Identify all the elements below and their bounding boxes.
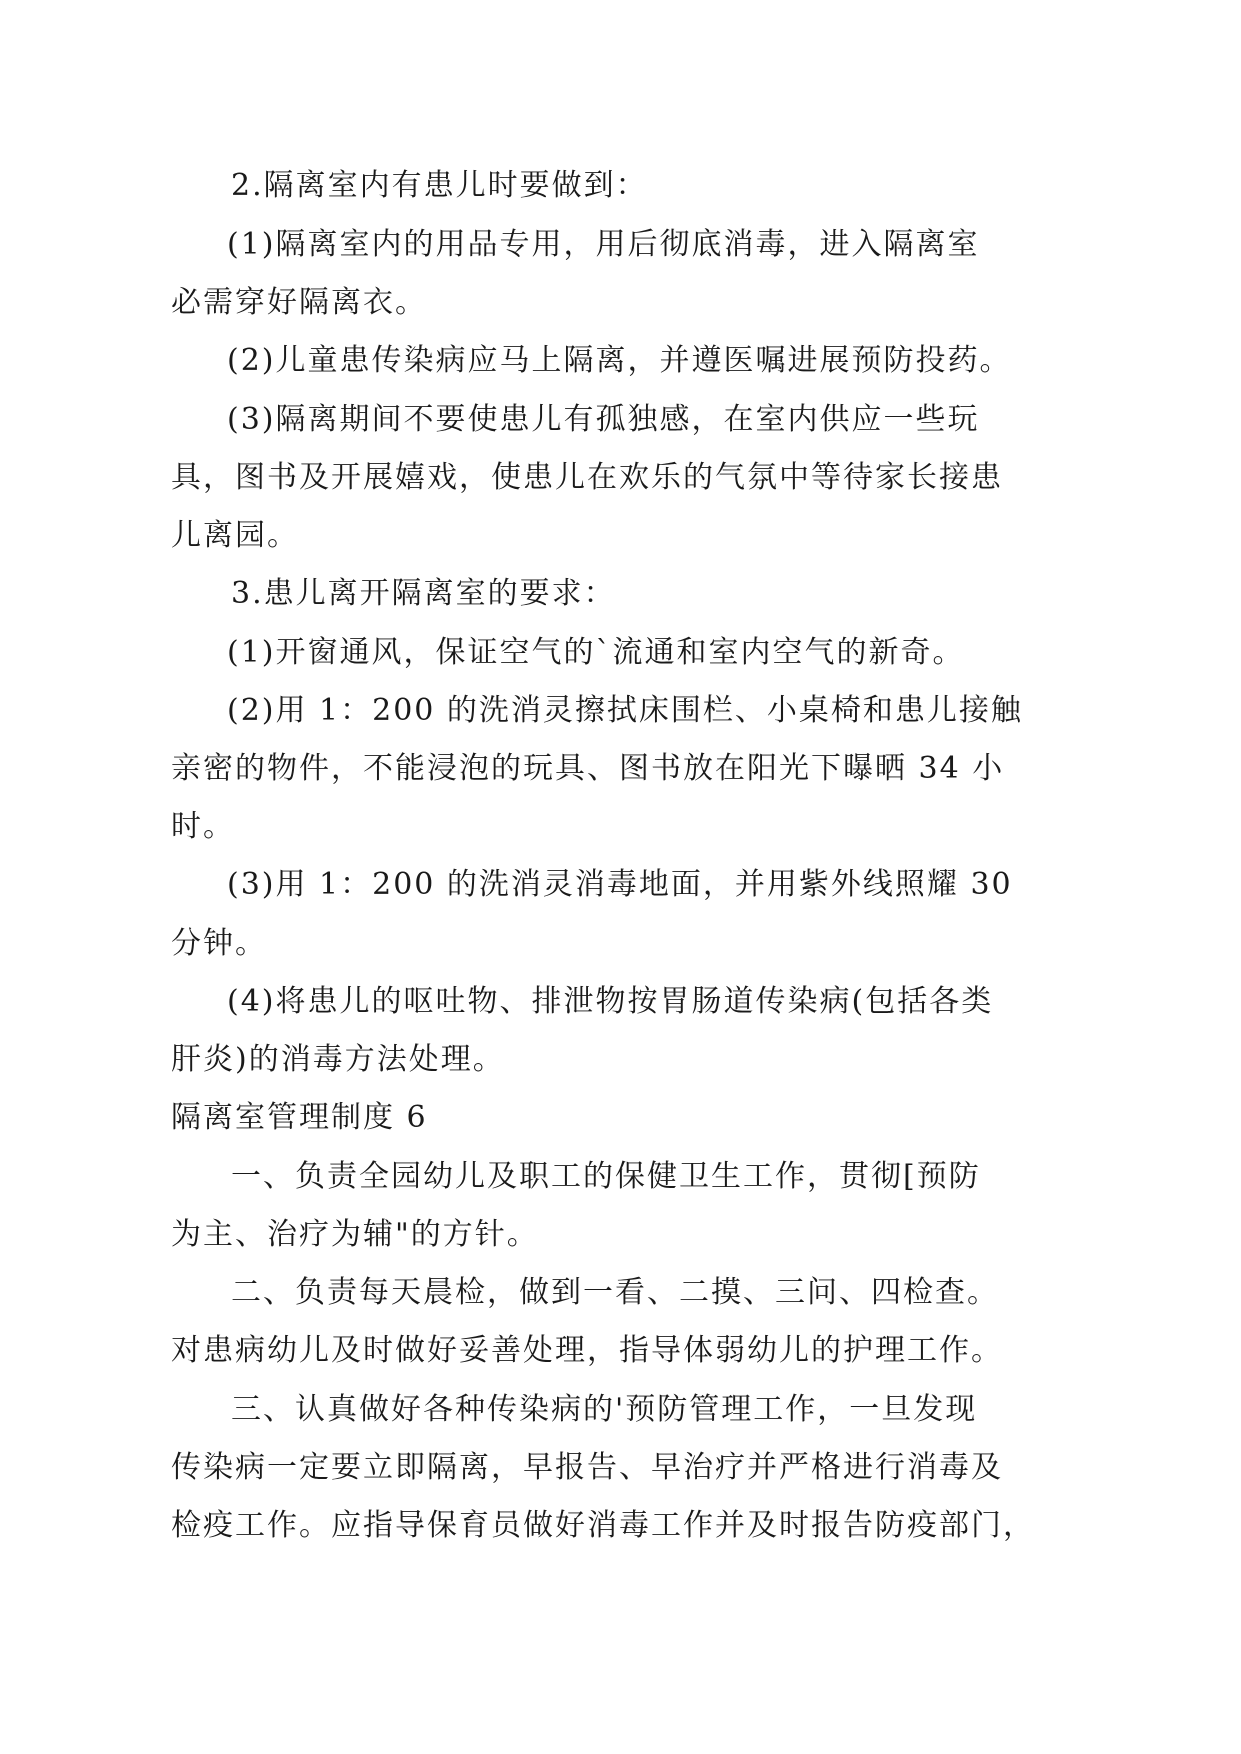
text-line: (2)用 1：200 的洗消灵擦拭床围栏、小桌椅和患儿接触: [227, 693, 1023, 728]
text-line: 对患病幼儿及时做好妥善处理，指导体弱幼儿的护理工作。: [171, 1333, 1003, 1368]
text-line: 具，图书及开展嬉戏，使患儿在欢乐的气氛中等待家长接患: [171, 460, 1003, 495]
text-line: (2)儿童患传染病应马上隔离，并遵医嘱进展预防投药。: [227, 343, 1012, 378]
text-line: 检疫工作。应指导保育员做好消毒工作并及时报告防疫部门，: [171, 1508, 1035, 1543]
text-line: 必需穿好隔离衣。: [171, 285, 427, 320]
text-line: 3.患儿离开隔离室的要求：: [231, 576, 616, 611]
section-heading: 隔离室管理制度 6: [171, 1100, 428, 1135]
text-line: 分钟。: [171, 926, 267, 961]
text-line: 儿离园。: [171, 518, 299, 553]
text-line: (1)隔离室内的用品专用，用后彻底消毒，进入隔离室: [227, 227, 980, 262]
text-line: 时。: [171, 809, 235, 844]
text-line: 传染病一定要立即隔离，早报告、早治疗并严格进行消毒及: [171, 1450, 1003, 1485]
text-line: 亲密的物件，不能浸泡的玩具、图书放在阳光下曝晒 34 小: [171, 751, 1005, 786]
text-line: 2.隔离室内有患儿时要做到：: [231, 168, 648, 203]
text-line: 三、认真做好各种传染病的'预防管理工作，一旦发现: [231, 1392, 978, 1427]
text-line: 为主、治疗为辅"的方针。: [171, 1217, 539, 1252]
text-line: (1)开窗通风，保证空气的`流通和室内空气的新奇。: [227, 635, 965, 670]
text-line: 一、负责全园幼儿及职工的保健卫生工作，贯彻[预防: [231, 1159, 981, 1194]
text-line: (3)用 1：200 的洗消灵消毒地面，并用紫外线照耀 30: [227, 867, 1013, 902]
text-line: (3)隔离期间不要使患儿有孤独感，在室内供应一些玩: [227, 402, 980, 437]
text-line: 二、负责每天晨检，做到一看、二摸、三问、四检查。: [231, 1275, 999, 1310]
text-line: 肝炎)的消毒方法处理。: [171, 1042, 505, 1077]
text-line: (4)将患儿的呕吐物、排泄物按胃肠道传染病(包括各类: [227, 984, 994, 1019]
